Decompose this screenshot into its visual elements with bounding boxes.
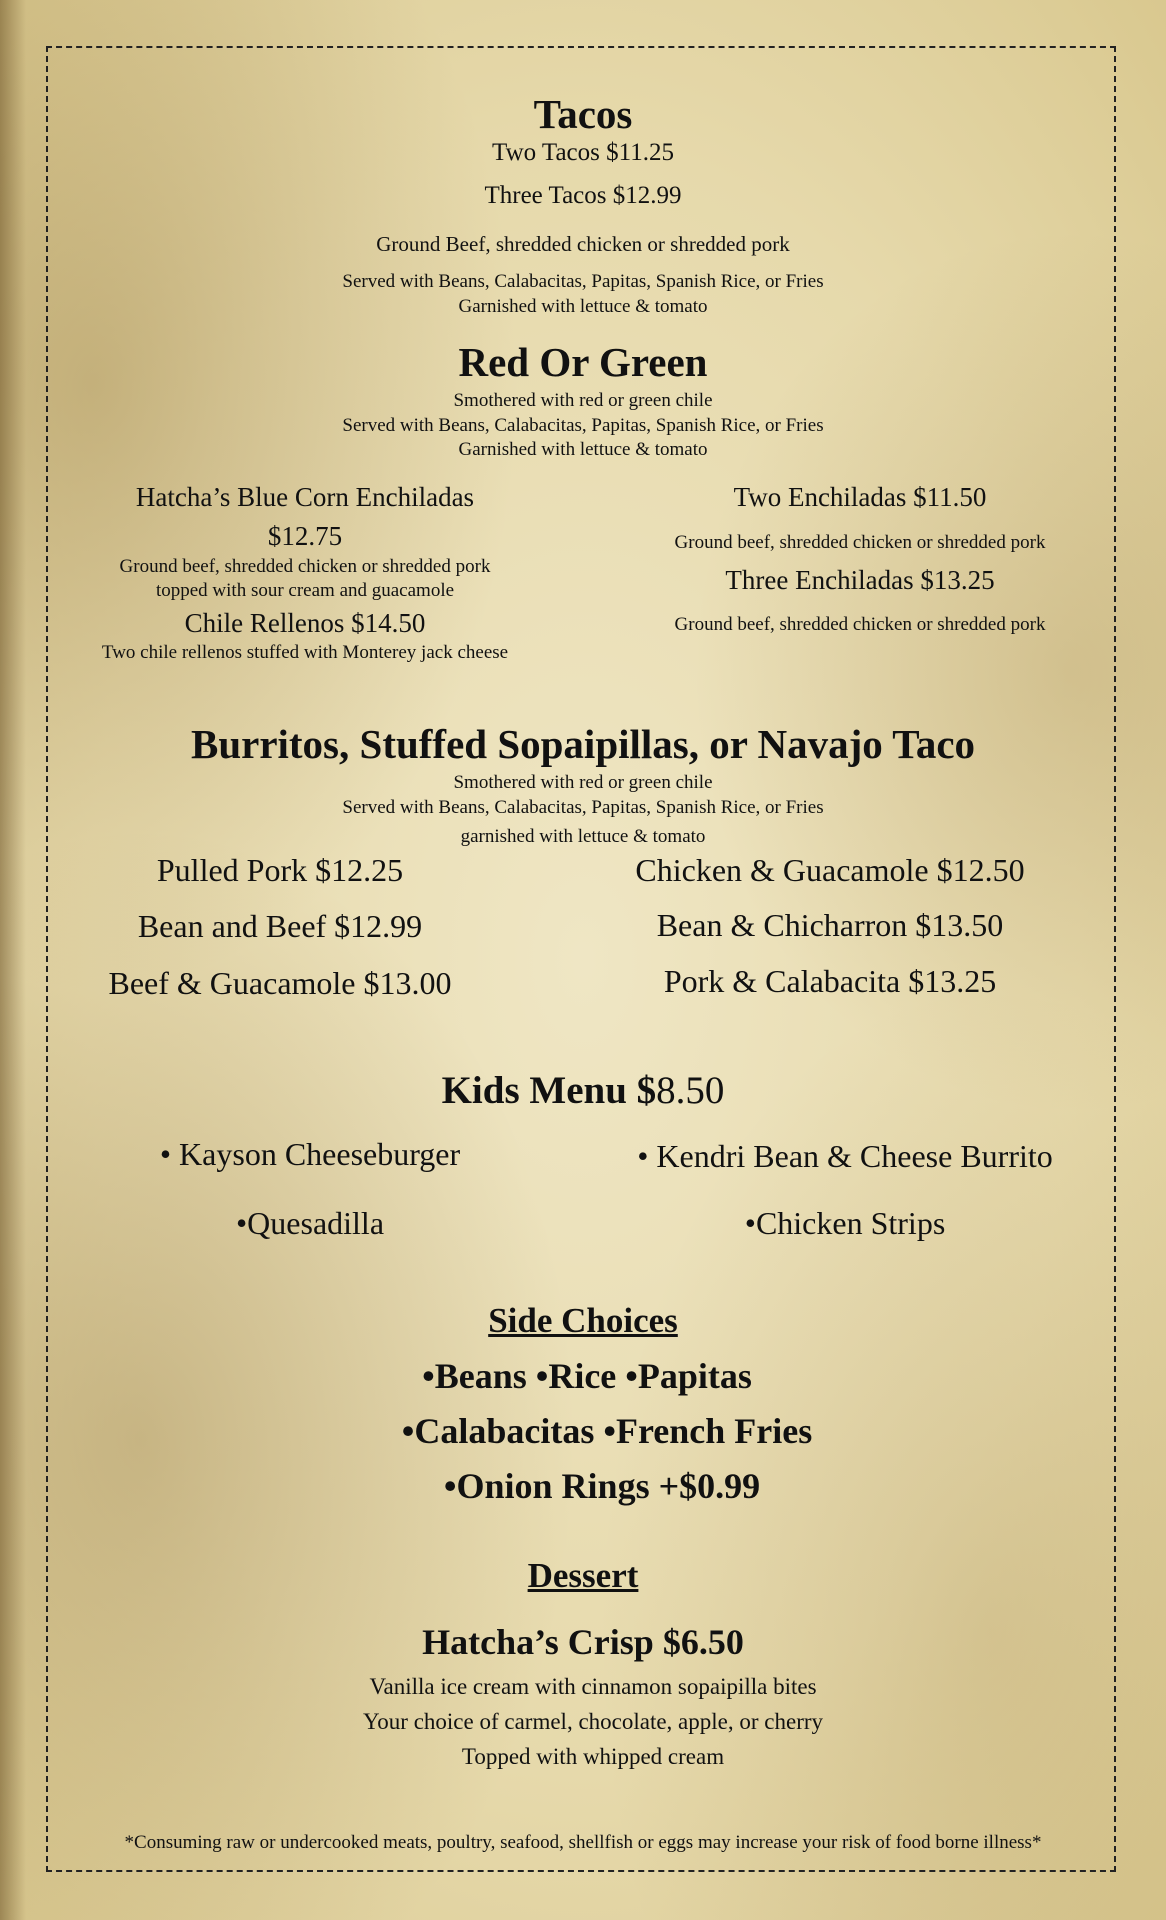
bullet-icon: • <box>637 1138 649 1174</box>
kids-item <box>600 1138 1090 1175</box>
three-enchiladas-desc: Ground beef, shredded chicken or shredded pork <box>674 614 1046 635</box>
red-green-smothered: Smothered with red or green chile <box>453 390 713 411</box>
dessert-desc-1: Vanilla ice cream with cinnamon sopaipilla bites <box>369 1674 817 1699</box>
burrito-item: Chicken & Guacamole $12.50 <box>635 852 1025 888</box>
burritos-served-with: Served with Beans, Calabacitas, Papitas, Spanish Rice, or Fries <box>342 797 824 818</box>
three-tacos-price: Three Tacos $12.99 <box>484 182 682 209</box>
bullet-icon: • <box>235 1205 248 1241</box>
burrito-item: Beef & Guacamole $13.00 <box>108 965 452 1001</box>
two-enchiladas: Two Enchiladas $11.50 <box>733 482 987 512</box>
kids-item <box>80 1136 540 1173</box>
hatchas-crisp: Hatcha’s Crisp $6.50 <box>422 1622 744 1662</box>
dessert-heading: Dessert <box>527 1556 639 1595</box>
kids-item-label: Kendri Bean & Cheese Burrito <box>656 1138 1053 1174</box>
kids-item <box>80 1205 540 1242</box>
tacos-heading: Tacos <box>533 91 633 137</box>
burrito-item: Pulled Pork $12.25 <box>156 852 404 888</box>
food-safety-disclaimer: *Consuming raw or undercooked meats, poultry, seafood, shellfish or eggs may increase your risk of food borne illness* <box>124 1832 1042 1853</box>
bullet-icon: • <box>159 1136 172 1172</box>
kids-item <box>600 1205 1090 1242</box>
tacos-served-with: Served with Beans, Calabacitas, Papitas, Spanish Rice, or Fries <box>342 271 824 292</box>
burrito-item: Bean & Chicharron $13.50 <box>656 907 1004 943</box>
bullet-icon: • <box>744 1205 756 1241</box>
kids-menu-price: 8.50 <box>656 1069 725 1112</box>
burritos-smothered: Smothered with red or green chile <box>453 772 713 793</box>
two-tacos-price: Two Tacos $11.25 <box>492 139 674 166</box>
side-choices-line-2: •Calabacitas •French Fries <box>401 1411 813 1451</box>
blue-corn-desc-1: Ground beef, shredded chicken or shredded pork <box>119 556 491 577</box>
blue-corn-enchiladas-price: $12.75 <box>267 521 343 551</box>
side-choices-line-1: •Beans •Rice •Papitas <box>422 1356 752 1396</box>
kids-item-label: Kayson Cheeseburger <box>179 1136 461 1172</box>
tacos-garnish: Garnished with lettuce & tomato <box>458 296 708 317</box>
kids-menu-title: Kids Menu $ <box>441 1069 657 1112</box>
side-choices-heading: Side Choices <box>488 1301 678 1340</box>
blue-corn-desc-2: topped with sour cream and guacamole <box>155 580 455 601</box>
blue-corn-enchiladas: Hatcha’s Blue Corn Enchiladas <box>135 482 475 512</box>
dessert-desc-3: Topped with whipped cream <box>461 1744 725 1769</box>
menu-border <box>46 46 1116 1872</box>
burritos-heading: Burritos, Stuffed Sopaipillas, or Navajo Taco <box>190 721 976 767</box>
red-or-green-heading: Red Or Green <box>458 339 708 385</box>
burrito-item: Pork & Calabacita $13.25 <box>663 963 997 999</box>
red-green-served-with: Served with Beans, Calabacitas, Papitas, Spanish Rice, or Fries <box>342 415 824 436</box>
chile-rellenos-desc: Two chile rellenos stuffed with Monterey jack cheese <box>101 642 509 663</box>
tacos-meat-options: Ground Beef, shredded chicken or shredded pork <box>376 232 790 256</box>
burritos-garnish: garnished with lettuce & tomato <box>460 826 706 847</box>
kids-menu-heading <box>0 1068 1166 1113</box>
chile-rellenos: Chile Rellenos $14.50 <box>184 608 426 638</box>
red-green-garnish: Garnished with lettuce & tomato <box>458 439 708 460</box>
dessert-desc-2: Your choice of carmel, chocolate, apple, or cherry <box>362 1709 824 1734</box>
three-enchiladas: Three Enchiladas $13.25 <box>725 565 995 595</box>
burrito-item: Bean and Beef $12.99 <box>137 908 423 944</box>
kids-item-label: Chicken Strips <box>755 1205 946 1241</box>
side-choices-line-3: •Onion Rings +$0.99 <box>443 1466 761 1506</box>
kids-item-label: Quesadilla <box>247 1205 385 1241</box>
two-enchiladas-desc: Ground beef, shredded chicken or shredded pork <box>674 532 1046 553</box>
